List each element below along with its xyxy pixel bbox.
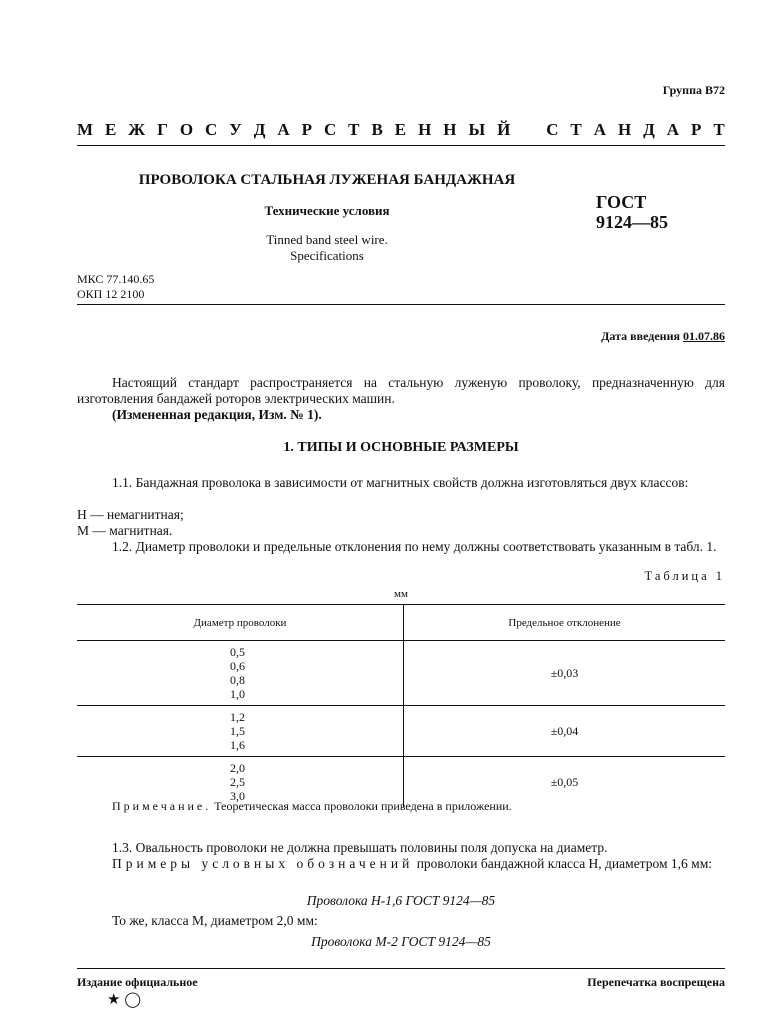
table-caption: Таблица 1: [644, 569, 725, 583]
class-h: Н — немагнитная;: [77, 507, 184, 522]
gost-code: 9124—85: [596, 212, 668, 232]
designation-example-2: Проволока М-2 ГОСТ 9124—85: [311, 934, 491, 949]
banner-letter: Н: [418, 120, 432, 139]
paragraph-1-2: 1.2. Диаметр проволоки и предельные отклонения по нему должны соответствовать указанным в табл. 1.: [112, 539, 717, 554]
paragraph-1-3: 1.3. Овальность проволоки не должна превышать половины поля допуска на диаметр.: [112, 840, 608, 855]
tolerance-cell: ±0,04: [404, 706, 726, 757]
diameter-value: 1,5: [230, 724, 245, 738]
same-class-m: То же, класса М, диаметром 2,0 мм:: [112, 913, 318, 928]
banner-letter: С: [205, 120, 218, 139]
group-code: Группа В72: [662, 83, 725, 97]
banner-letter: О: [179, 120, 194, 139]
examples-text: проволоки бандажной класса Н, диаметром 1,6 мм:: [413, 856, 712, 871]
diameter-value: 1,6: [230, 738, 245, 752]
revision-note: (Измененная редакция, Изм. № 1).: [112, 407, 322, 422]
official-edition: Издание официальное: [77, 975, 198, 989]
class-m: М — магнитная.: [77, 523, 173, 538]
publication-marks: ★ ◯: [107, 992, 141, 1008]
diameter-cell: [77, 706, 404, 757]
document-subtitle: Технические условия: [264, 203, 390, 218]
okp-code: ОКП 12 2100: [77, 287, 145, 301]
diameter-value: 2,5: [230, 775, 245, 789]
designation-example-1: Проволока Н-1,6 ГОСТ 9124—85: [306, 893, 496, 908]
note-label: Примечание.: [112, 799, 212, 813]
table-note: [112, 799, 512, 814]
gost-label: ГОСТ: [596, 192, 647, 212]
codes-rule: [77, 304, 725, 305]
diameter-cell: [77, 641, 404, 706]
standard-banner: [77, 120, 725, 140]
diameter-value: 0,6: [230, 659, 245, 673]
banner-letter: А: [666, 120, 680, 139]
diameter-value: 1,0: [230, 687, 245, 701]
banner-letter: Р: [691, 120, 702, 139]
gost-number: [596, 192, 668, 232]
banner-letter: Т: [348, 120, 360, 139]
diameter-value: 2,0: [230, 761, 245, 775]
examples-paragraph: [77, 856, 725, 872]
banner-letter: С: [323, 120, 337, 139]
banner-letter: Д: [643, 120, 655, 139]
banner-letter: С: [546, 120, 559, 139]
banner-letter: Н: [617, 120, 632, 139]
banner-letter: Т: [713, 120, 725, 139]
diameter-value: 0,5: [230, 645, 245, 659]
introduction-date: [601, 329, 725, 344]
banner-letter: А: [593, 120, 606, 139]
banner-letter: Д: [253, 120, 266, 139]
banner-letter: Р: [301, 120, 312, 139]
table-header-diameter: Диаметр проволоки: [77, 605, 404, 641]
diameter-value: 3,0: [230, 789, 245, 803]
tolerance-cell: ±0,05: [550, 775, 579, 789]
diameter-value: 0,8: [230, 673, 245, 687]
footer-rule: [77, 968, 725, 969]
reprint-prohibited: Перепечатка воспрещена: [587, 975, 725, 989]
banner-letter: У: [229, 120, 242, 139]
banner-letter: Г: [157, 120, 168, 139]
tolerance-cell: ±0,03: [404, 641, 726, 706]
paragraph-1-1: 1.1. Бандажная проволока в зависимости от магнитных свойств должна изготовляться двух классов:: [112, 475, 689, 490]
classification-codes: [77, 272, 154, 302]
banner-letter: Е: [105, 120, 117, 139]
banner-letter: Ы: [468, 120, 486, 139]
section-1-heading: 1. ТИПЫ И ОСНОВНЫЕ РАЗМЕРЫ: [283, 440, 519, 455]
diameter-value: 1,2: [230, 710, 245, 724]
table-unit: мм: [394, 588, 408, 600]
banner-letter: Т: [570, 120, 582, 139]
date-label: Дата введения: [601, 329, 680, 343]
intro-paragraph: Настоящий стандарт распространяется на стальную луженую проволоку, предназначенную для изготовления бандажей роторов электрических машин.: [77, 375, 725, 406]
note-text: Теоретическая масса проволоки приведена в приложении.: [211, 799, 512, 813]
english-title: [77, 232, 577, 264]
banner-letter: Е: [394, 120, 407, 139]
banner-letter: А: [277, 120, 290, 139]
banner-letter: Н: [443, 120, 457, 139]
header-rule: [77, 145, 725, 146]
table-row: [77, 641, 725, 706]
dimensions-table: [77, 604, 725, 807]
english-title-line2: Specifications: [290, 248, 364, 263]
date-value: 01.07.86: [683, 329, 725, 343]
examples-label: Примеры условных обозначений: [112, 856, 414, 871]
banner-letter: М: [77, 120, 94, 139]
table-row: [77, 706, 725, 757]
document-title: ПРОВОЛОКА СТАЛЬНАЯ ЛУЖЕНАЯ БАНДАЖНАЯ: [138, 172, 516, 188]
mks-code: МКС 77.140.65: [77, 272, 155, 286]
banner-letter: Ж: [128, 120, 146, 139]
table-header-tolerance: Предельное отклонение: [404, 605, 726, 641]
banner-letter: Й: [497, 120, 511, 139]
english-title-line1: Tinned band steel wire.: [266, 232, 388, 247]
banner-letter: В: [371, 120, 383, 139]
